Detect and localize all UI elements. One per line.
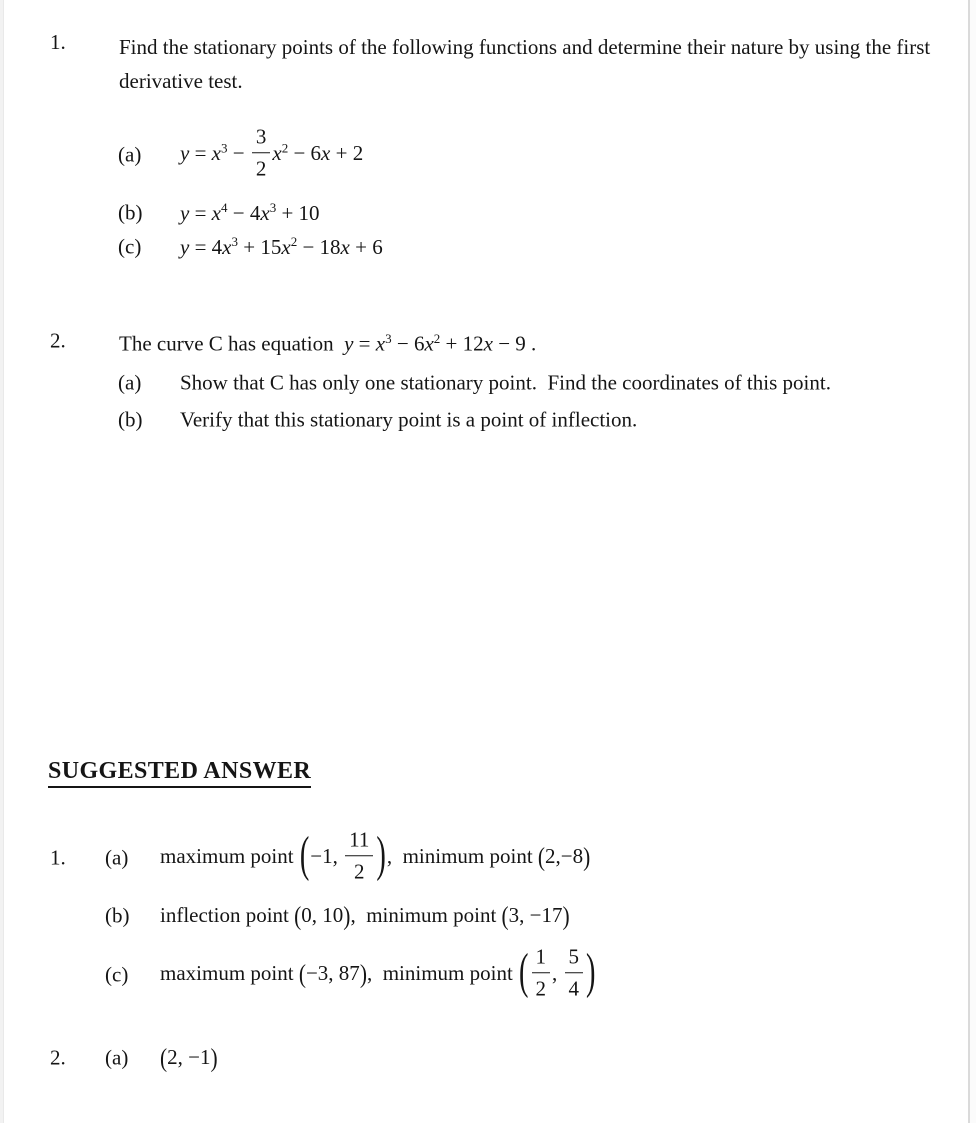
- question-2-text: [119, 322, 967, 361]
- question-2-part-a: [0, 366, 968, 400]
- answer-1b: [0, 898, 968, 934]
- suggested-answer-heading: SUGGESTED ANSWER: [48, 758, 311, 788]
- question-1-part-c: [0, 230, 968, 264]
- question-1-part-b: [0, 196, 968, 230]
- answer-1c-text: maximum point (−3, 87), minimum point ( $\frac{1}{2}$ , $\frac{5}{4}$ ): [160, 944, 596, 1000]
- question-1: [0, 24, 968, 104]
- equation-2: $y = x^3 - 6x^2 + 12x - 9$ .: [344, 330, 537, 356]
- answer-1c-label: (c): [105, 962, 129, 987]
- answer-1a-text: maximum point (−1, $\frac{11}{2}$ ), minimum point (2,−8): [160, 827, 591, 883]
- answer-2a: [0, 1040, 968, 1076]
- equation-1b: $y = x^4 - 4x^3 + 10$: [180, 200, 320, 225]
- answer-1-number: 1.: [50, 845, 66, 870]
- equation-1a: $y = x^3$ − $\frac{3}{2}$ $x^2 - 6x + 2$: [180, 124, 364, 180]
- answer-2-number: 2.: [50, 1045, 66, 1070]
- answer-1a-label: (a): [105, 845, 129, 870]
- equation-1c: $y = 4x^3 + 15x^2 - 18x + 6$: [180, 234, 383, 259]
- question-2-number: 2.: [50, 328, 66, 353]
- part-a-label: (a): [118, 142, 142, 167]
- question-1-number: 1.: [50, 30, 66, 54]
- part-b-label: (b): [118, 407, 143, 432]
- answer-1b-text: inflection point (0, 10), minimum point (3, −17): [160, 901, 570, 931]
- question-2: [0, 321, 968, 361]
- part-b-label: (b): [118, 200, 143, 225]
- part-a-label: (a): [118, 370, 142, 395]
- answer-1c: [0, 935, 968, 1015]
- question-1-part-a: [0, 115, 968, 195]
- question-1-text: Find the stationary points of the following functions and determine their nature by using the first derivative test.: [119, 35, 936, 93]
- answer-2a-label: (a): [105, 1045, 129, 1070]
- question-2-prefix: The curve C has equation: [119, 331, 345, 356]
- question-2-part-b: [0, 403, 968, 437]
- answer-1a: [0, 818, 968, 898]
- page-edge-right: [968, 0, 976, 1123]
- answer-1b-label: (b): [105, 903, 130, 928]
- question-2a-text: Show that C has only one stationary point. Find the coordinates of this point.: [180, 370, 831, 395]
- answer-2a-text: (2, −1): [160, 1043, 218, 1073]
- question-2b-text: Verify that this stationary point is a point of inflection.: [180, 407, 638, 432]
- part-c-label: (c): [118, 234, 142, 259]
